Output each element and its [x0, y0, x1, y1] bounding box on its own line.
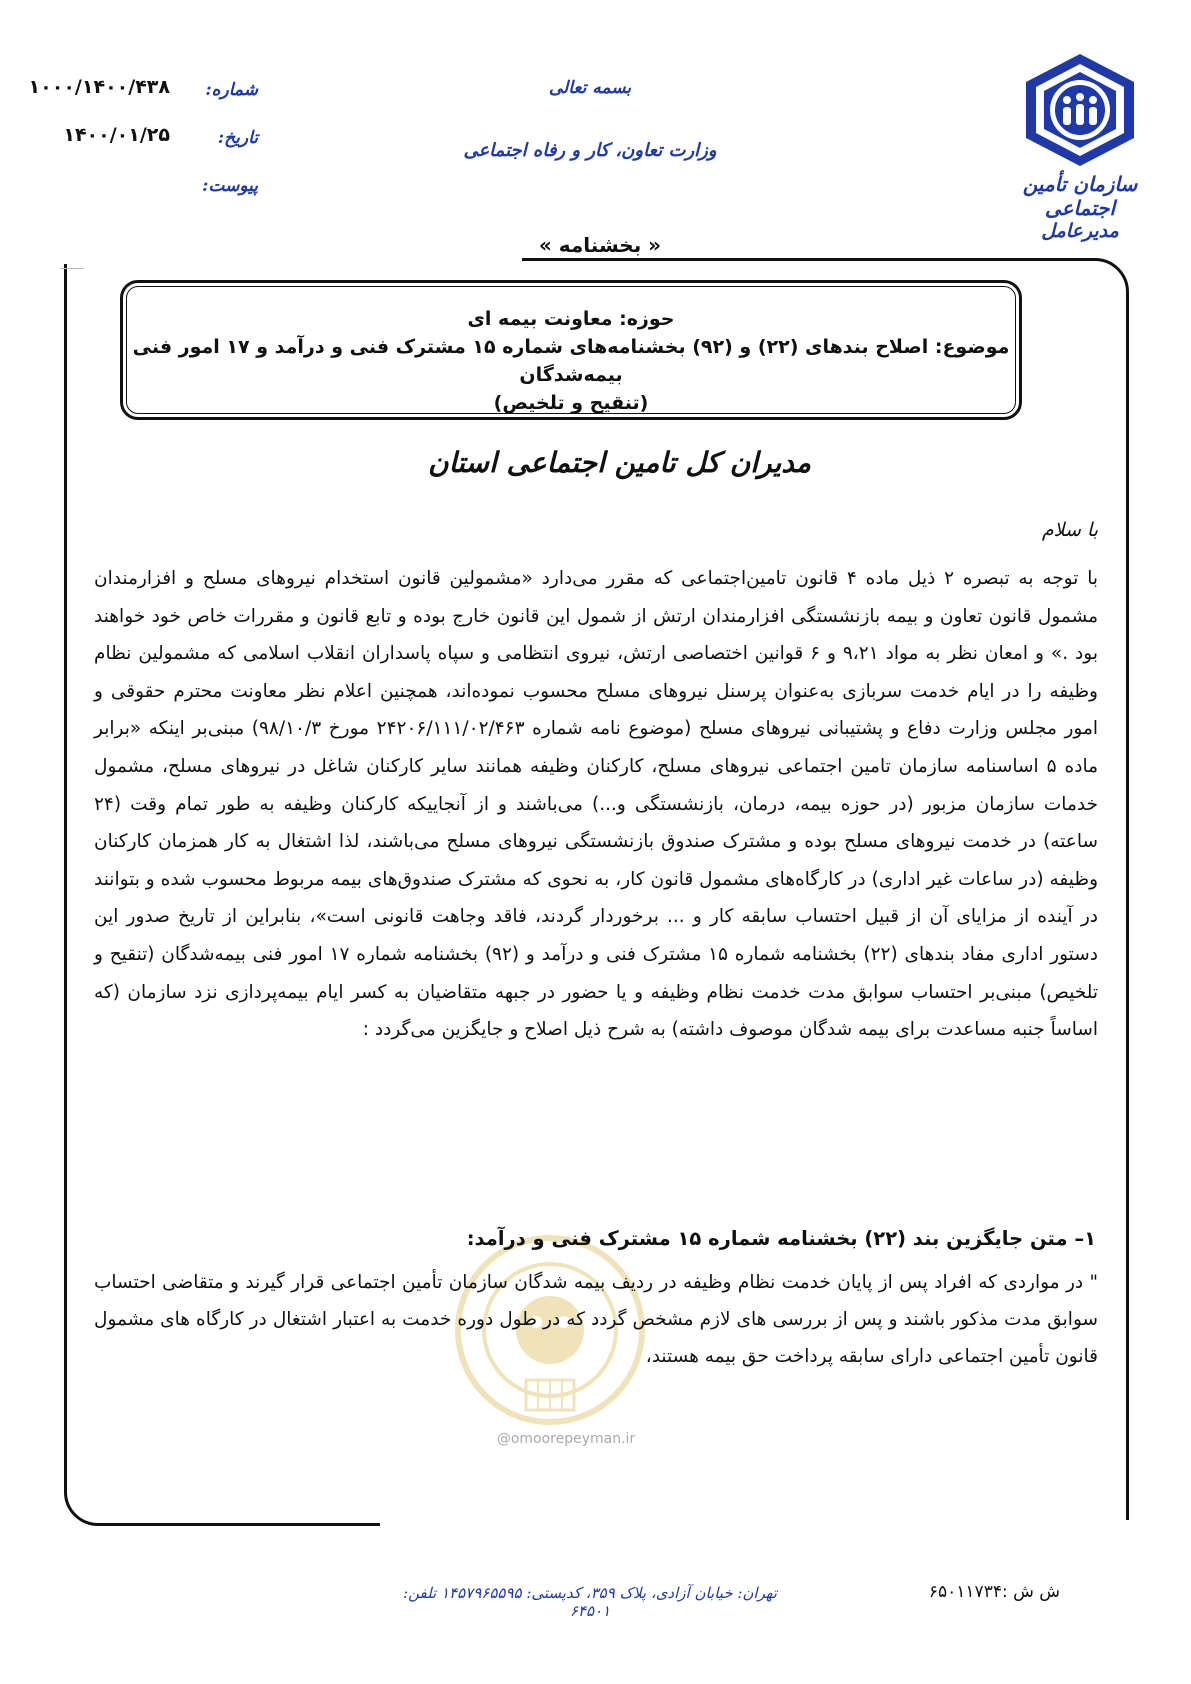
greeting: با سلام	[1041, 519, 1098, 541]
footer-address: تهران: خیابان آزادی، پلاک ۳۵۹، کدپستی: ۱۴۵۷۹۶۵۵۹۵ تلفن: ۶۴۵۰۱	[403, 1584, 777, 1620]
date-label: تاریخ:	[217, 128, 258, 148]
organization-name: سازمان تأمین اجتماعی	[1022, 172, 1138, 220]
section-heading-1: ۱– متن جایگزین بند (۲۲) بخشنامه شماره ۱۵ مشترک فنی و درآمد:	[466, 1227, 1096, 1250]
body-paragraph-1: با توجه به تبصره ۲ ذیل ماده ۴ قانون تامین‌اجتماعی که مقرر می‌دارد «مشمولین قانون استخدام نیروهای مسلح و افزارمندان مشمول قانون تعاون و بیمه بازنشستگی افزارمندان ارتش از شمول این قانون خارج بوده و تابع قانون و مقررات خاص خود خواهند بود .» و امعان نظر به مواد ۹،۲۱ و ۶ قوانین اختصاصی ارتش، نیروی انتظامی و سپاه پاسداران انقلاب اسلامی که مشمولین نظام وظیفه را در ایام خدمت سربازی به‌عنوان پرسنل نیروهای مسلح محسوب نموده‌اند، همچنین اعلام نظر معاونت محترم حقوقی و امور مجلس وزارت دفاع و پشتیبانی نیروهای مسلح (موضوع نامه شماره ۲۴۲۰۶/۱۱۱/۰۲/۴۶۳ مورخ ۹۸/۱۰/۳) مبنی‌بر اینکه «برابر ماده ۵ اساسنامه سازمان تامین اجتماعی نیروهای مسلح، کارکنان وظیفه همانند سایر کارکنان شاغل در نیروهای مسلح، مشمول خدمات سازمان مزبور (در حوزه بیمه، درمان، بازنشستگی و...) می‌باشند و از آنجاییکه کارکنان وظیفه به طور تمام وقت (۲۴ ساعته) در خدمت نیروهای مسلح بوده و مشترک صندوق بازنشستگی نیروهای مسلح می‌باشند، لذا اشتغال به کار همزمان کارکنان وظیفه (در ساعات غیر اداری) در کارگاه‌های مشمول قانون کار، به نحوی که مشترک صندوق‌های بیمه مربوط محسوب شده و بتوانند در آینده از مزایای آن از قبیل احتساب سابقه کار و ... برخوردار گردند، فاقد وجاهت قانونی است»، بنابراین از تاریخ صدور این دستور اداری مفاد بندهای (۲۲) بخشنامه شماره ۱۵ مشترک فنی و درآمد و (۹۲) بخشنامه شماره ۱۷ امور فنی بیمه‌شدگان (تنقیح و تلخیص) مبنی‌بر احتساب سوابق مدت خدمت نظام وظیفه و یا حضور در جبهه متقاضیان به کسر ایام بیمه‌پردازی نزد سازمان (که اساساً جنبه مساعدت برای بیمه شدگان موصوف داشته) به شرح ذیل اصلاح و جایگزین می‌گردد :	[94, 568, 1098, 1041]
document-type: « بخشنامه »	[538, 233, 662, 257]
ministry-name: وزارت تعاون، کار و رفاه اجتماعی	[463, 140, 717, 161]
footer-fax: ش ش :۶۵۰۱۱۷۳۴	[928, 1582, 1060, 1602]
number-label: شماره:	[205, 80, 258, 100]
ssi-logo-icon	[1010, 50, 1150, 170]
body-paragraph-2: " در مواردی که افراد پس از پایان خدمت نظام وظیفه در ردیف بیمه شدگان سازمان تأمین اجتماعی قرار گیرند و متقاضی احتساب سوابق مدت مذکور باشند و پس از بررسی های لازم مشخص گردد که در طول دوره خدمت به اعتبار اشتغال در کارگاه های مشمول قانون تأمین اجتماعی دارای سابقه پرداخت حق بیمه هستند،	[94, 1272, 1098, 1367]
subject-area: حوزه: معاونت بیمه ای	[467, 308, 675, 330]
subject-box	[120, 280, 1022, 420]
addressee: مدیران کل تامین اجتماعی استان	[428, 446, 811, 479]
letter-date: ۱۴۰۰/۰۱/۲۵	[63, 124, 170, 146]
organization-logo	[1010, 50, 1150, 240]
subject-note: (تنقیح و تلخیص)	[493, 392, 649, 414]
watermark: @omoorepeyman.ir	[496, 1431, 636, 1447]
attachment-label: پیوست:	[202, 176, 258, 196]
subject-topic: موضوع: اصلاح بندهای (۲۲) و (۹۲) بخشنامه‌های شماره ۱۵ مشترک فنی و درآمد و ۱۷ امور فنی بیمه‌شدگان	[132, 336, 1010, 386]
basmala: بسمه تعالی	[548, 78, 632, 98]
director-label: مدیرعامل	[1041, 220, 1119, 242]
letter-number: ۱۰۰۰/۱۴۰۰/۴۳۸	[28, 76, 170, 98]
